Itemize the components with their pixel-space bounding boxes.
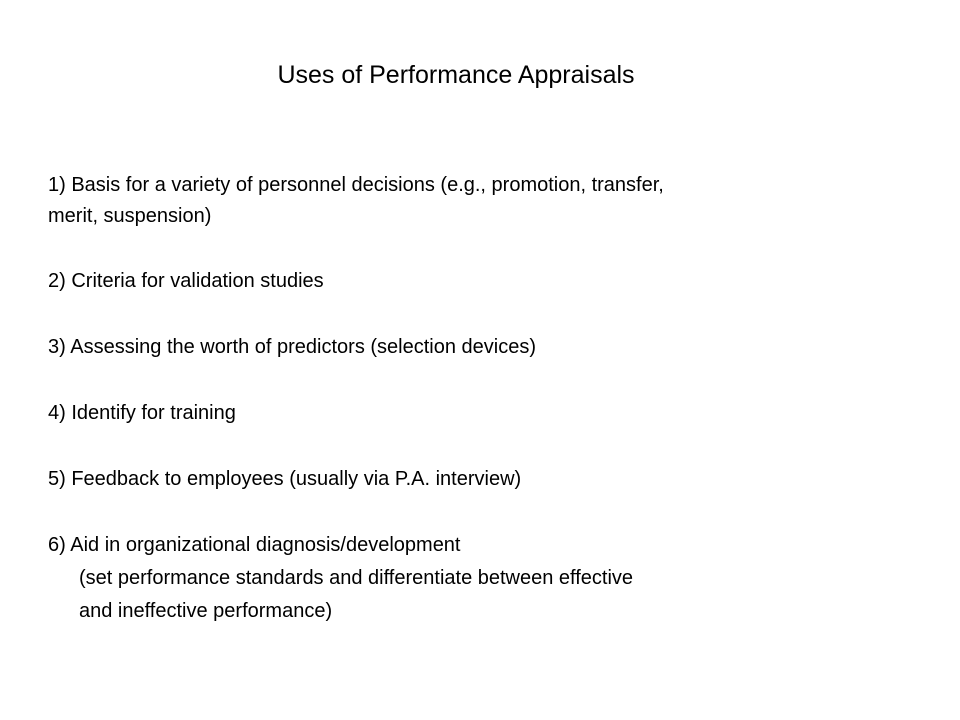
list-item-1 [48,170,928,232]
list-item-5 [48,463,928,496]
list-item-2 [48,265,928,298]
list-item-6 [48,529,928,628]
list-item-6-line-1: 6) Aid in organizational diagnosis/development [48,534,461,556]
list-item-4-line-1: 4) Identify for training [48,402,236,424]
list-item-4 [48,397,928,430]
list-spacer [48,430,928,463]
list-item-6-line-2: (set performance standards and differentiate between effective [79,567,634,589]
list-item-3-line-1: 3) Assessing the worth of predictors (selection devices) [48,336,536,358]
list-item-1-line-2: merit, suspension) [48,205,212,227]
slide-title: Uses of Performance Appraisals [277,61,635,89]
list-spacer [48,496,928,529]
list-spacer [48,364,928,397]
list-spacer [48,232,928,265]
list-item-5-line-1: 5) Feedback to employees (usually via P.A. interview) [48,468,522,490]
list-item-3 [48,331,928,364]
list-item-1-line-1: 1) Basis for a variety of personnel decisions (e.g., promotion, transfer, [48,174,664,196]
uses-list [48,170,928,628]
list-item-2-line-1: 2) Criteria for validation studies [48,270,324,292]
list-spacer [48,298,928,331]
list-item-6-line-3: and ineffective performance) [79,600,333,622]
